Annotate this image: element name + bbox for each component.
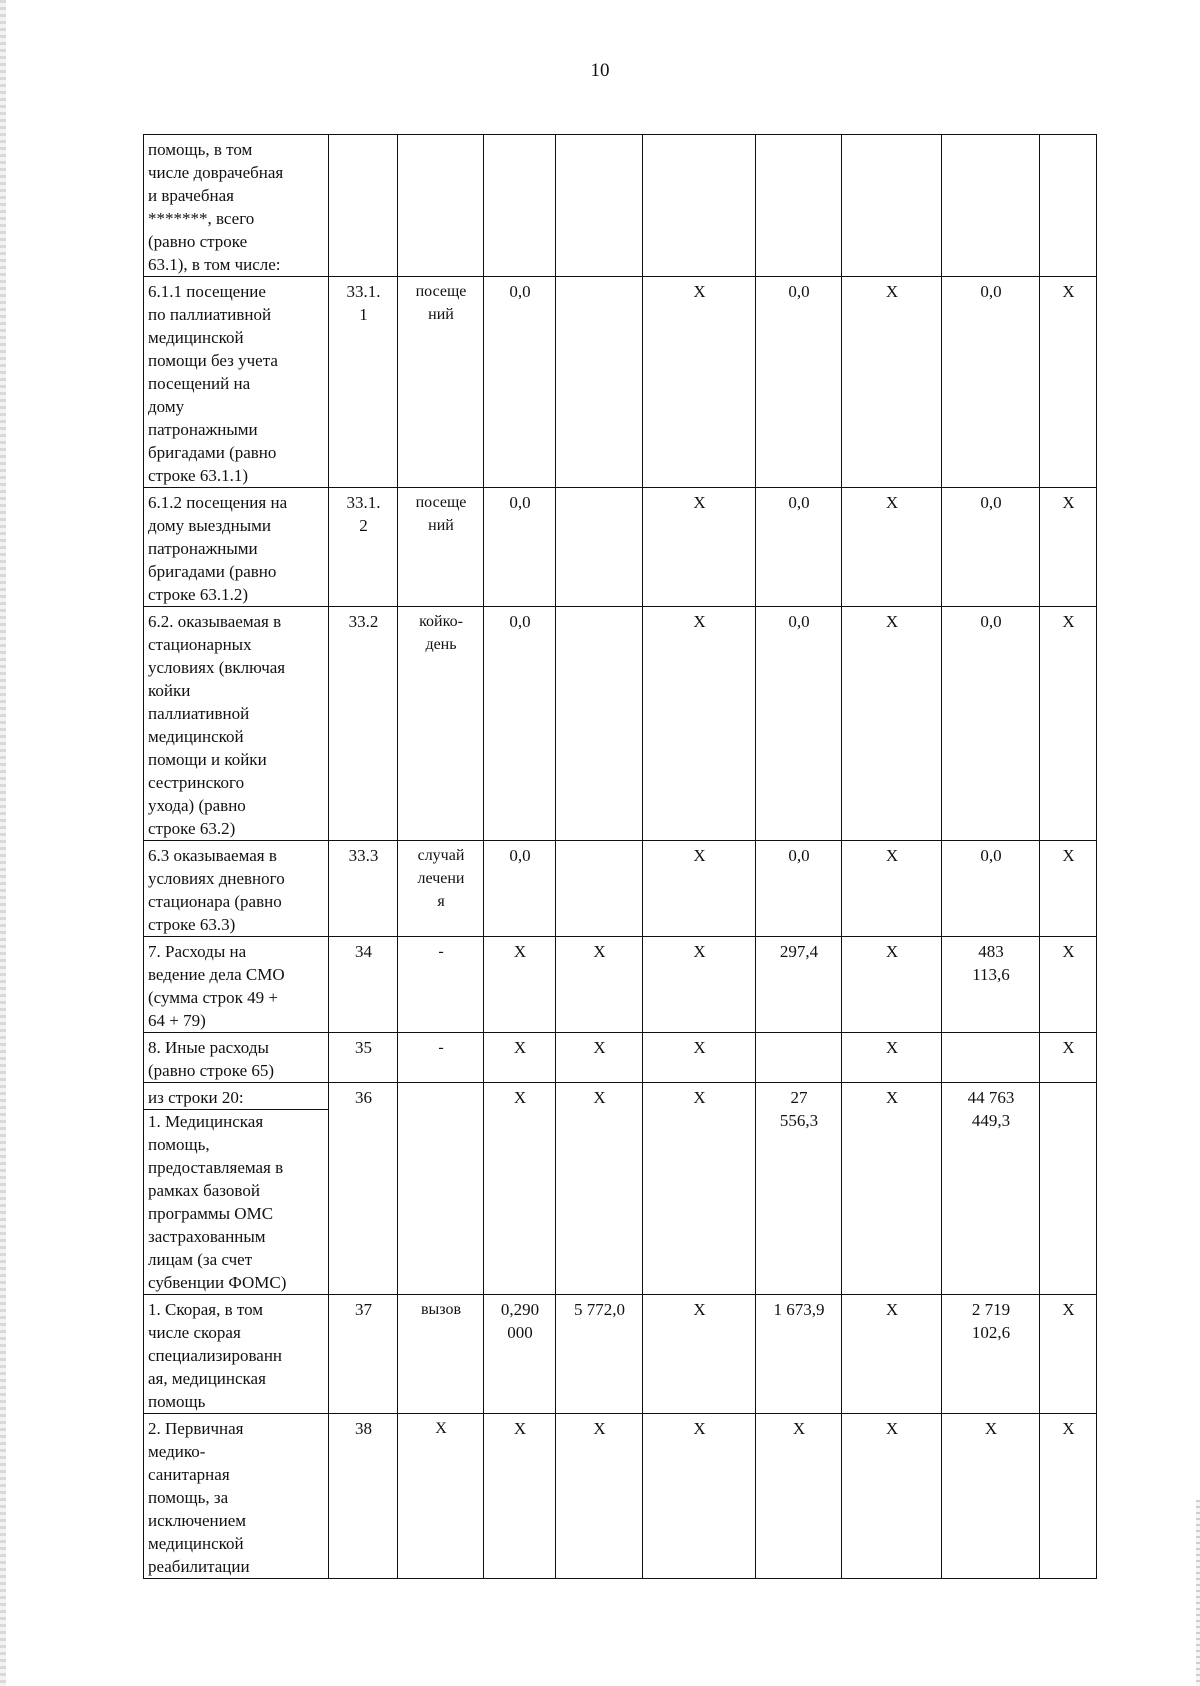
- cell-text: 33.2: [348, 612, 379, 631]
- cell-col-4: [484, 607, 556, 841]
- cell-unit: [398, 135, 484, 277]
- cell-col-7: [756, 841, 842, 937]
- cell-col-9: [942, 841, 1040, 937]
- cell-text: 44 763: [967, 1088, 1015, 1107]
- cell-col-7: [756, 488, 842, 607]
- cell-unit: [398, 1033, 484, 1083]
- cell-col-7: [756, 937, 842, 1033]
- cell-col-10: [1040, 937, 1097, 1033]
- cell-text: Х: [1062, 612, 1075, 631]
- cell-col-8: [842, 841, 942, 937]
- cell-text: случай: [417, 847, 465, 864]
- cell-col-4: [484, 277, 556, 488]
- cell-col-6: [643, 1033, 756, 1083]
- table-row: [144, 841, 1097, 937]
- cell-text: 449,3: [971, 1111, 1011, 1130]
- cell-col-6: [643, 1083, 756, 1295]
- table-row: [144, 607, 1097, 841]
- cell-text: 0,0: [980, 846, 1002, 865]
- description-line: 6.1.1 посещение: [148, 282, 266, 301]
- cell-text: посеще: [415, 494, 467, 511]
- cell-description: [144, 937, 329, 1033]
- cell-description: [144, 1414, 329, 1579]
- cell-description: [144, 135, 329, 277]
- cell-col-10: [1040, 488, 1097, 607]
- cell-text: ний: [428, 306, 454, 323]
- cell-col-7: [756, 1033, 842, 1083]
- description-line: койки: [148, 681, 191, 700]
- cell-text: 0,0: [980, 282, 1002, 301]
- cell-text: -: [438, 943, 444, 960]
- cell-description: [144, 607, 329, 841]
- description-line: 64 + 79): [148, 1011, 206, 1030]
- cell-text: Х: [885, 846, 899, 865]
- cell-text: Х: [885, 612, 899, 631]
- cell-col-6: [643, 1295, 756, 1414]
- cell-col-5: [556, 488, 643, 607]
- cell-col-6: [643, 607, 756, 841]
- cell-col-6: [643, 277, 756, 488]
- description-line: патронажными: [148, 539, 258, 558]
- cell-description: [144, 1295, 329, 1414]
- description-line: 63.1), в том числе:: [148, 255, 281, 274]
- cell-unit: [398, 277, 484, 488]
- table-row: [144, 135, 1097, 277]
- cell-col-9: [942, 1295, 1040, 1414]
- cell-col-9: [942, 937, 1040, 1033]
- cell-col-8: [842, 1295, 942, 1414]
- cell-text: Х: [1062, 1419, 1075, 1438]
- cell-col-8: [842, 937, 942, 1033]
- description-line: стационарных: [148, 635, 252, 654]
- cell-text: 33.1.: [346, 493, 381, 512]
- cell-line-code: [329, 277, 398, 488]
- description-line: исключением: [148, 1511, 247, 1530]
- cell-text: Х: [693, 942, 706, 961]
- cell-col-5: [556, 841, 643, 937]
- cell-text: Х: [593, 1038, 606, 1057]
- cell-text: Х: [593, 942, 606, 961]
- cell-text: Х: [792, 1419, 806, 1438]
- cell-col-4: [484, 1295, 556, 1414]
- cell-text: Х: [885, 942, 899, 961]
- cell-text: 34: [355, 942, 372, 961]
- cell-description-header: из строки 20:: [144, 1086, 328, 1110]
- cell-text: 0,0: [980, 612, 1002, 631]
- table-row: [144, 937, 1097, 1033]
- description-line: программы ОМС: [148, 1204, 274, 1223]
- cell-col-4: [484, 937, 556, 1033]
- description-line: застрахованным: [148, 1227, 266, 1246]
- cell-line-code: [329, 841, 398, 937]
- cell-col-5: [556, 1083, 643, 1295]
- cell-text: 36: [355, 1088, 372, 1107]
- cell-col-10: [1040, 1414, 1097, 1579]
- description-line: помощь: [148, 1392, 206, 1411]
- description-line: помощи без учета: [148, 351, 278, 370]
- cell-text: -: [438, 1039, 444, 1056]
- cell-text: 0,0: [509, 493, 531, 512]
- cell-text: 0,0: [980, 493, 1002, 512]
- cell-col-6: [643, 1414, 756, 1579]
- cell-col-10: [1040, 1295, 1097, 1414]
- cell-description: [144, 277, 329, 488]
- description-line: бригадами (равно: [148, 562, 277, 581]
- table-row: [144, 277, 1097, 488]
- cell-text: Х: [1062, 1300, 1075, 1319]
- cell-text: Х: [1062, 942, 1075, 961]
- cell-col-10: [1040, 841, 1097, 937]
- cell-text: Х: [593, 1088, 606, 1107]
- description-line: помощь,: [148, 1135, 210, 1154]
- description-line: 8. Иные расходы: [148, 1038, 269, 1057]
- cell-text: я: [437, 893, 445, 910]
- cell-text: лечени: [417, 870, 465, 887]
- description-line: (сумма строк 49 +: [148, 988, 278, 1007]
- cell-text: Х: [693, 1300, 706, 1319]
- cell-text: 5 772,0: [574, 1300, 625, 1319]
- description-line: строке 63.3): [148, 915, 236, 934]
- description-line: ведение дела СМО: [148, 965, 285, 984]
- cell-line-code: [329, 488, 398, 607]
- cell-col-7: [756, 607, 842, 841]
- cell-unit: [398, 1083, 484, 1295]
- cell-text: Х: [693, 1038, 706, 1057]
- cell-unit: [398, 607, 484, 841]
- cell-col-8: [842, 1033, 942, 1083]
- description-line: рамках базовой: [148, 1181, 260, 1200]
- cell-col-7: [756, 277, 842, 488]
- description-line: предоставляемая в: [148, 1158, 284, 1177]
- cell-text: 0,0: [788, 493, 810, 512]
- cell-text: 38: [355, 1419, 372, 1438]
- cell-col-7: [756, 1295, 842, 1414]
- cell-text: койко-: [419, 613, 463, 630]
- description-line: помощь, в том: [148, 140, 253, 159]
- description-line: медицинской: [148, 1534, 244, 1553]
- cell-text: Х: [1062, 1038, 1075, 1057]
- description-line: лицам (за счет: [148, 1250, 253, 1269]
- description-line: 6.3 оказываемая в: [148, 846, 277, 865]
- description-line: условиях дневного: [148, 869, 285, 888]
- cell-text: 2 719: [971, 1300, 1011, 1319]
- cell-text: 000: [507, 1323, 533, 1342]
- page-number: 10: [590, 60, 610, 81]
- description-line: паллиативной: [148, 704, 250, 723]
- description-line: помощь, за: [148, 1488, 229, 1507]
- cell-line-code: [329, 1083, 398, 1295]
- cell-text: Х: [885, 1088, 899, 1107]
- cell-col-9: [942, 1033, 1040, 1083]
- cell-col-10: [1040, 1083, 1097, 1295]
- cell-text: вызов: [420, 1301, 462, 1318]
- table-row: [144, 1033, 1097, 1083]
- cell-unit: [398, 1414, 484, 1579]
- cell-col-7: [756, 1083, 842, 1295]
- cell-col-10: [1040, 135, 1097, 277]
- cell-text: Х: [885, 282, 899, 301]
- description-line: условиях (включая: [148, 658, 286, 677]
- description-line: 2. Первичная: [148, 1419, 244, 1438]
- cell-col-4: [484, 1414, 556, 1579]
- cell-col-8: [842, 1414, 942, 1579]
- cell-text: Х: [513, 942, 527, 961]
- cell-text: Х: [1062, 493, 1075, 512]
- cell-text: Х: [1062, 282, 1075, 301]
- description-line: бригадами (равно: [148, 443, 277, 462]
- cell-text: 0,290: [500, 1300, 540, 1319]
- description-line: медицинской: [148, 727, 244, 746]
- cell-text: 0,0: [509, 846, 531, 865]
- cell-col-4: [484, 841, 556, 937]
- description-line: *******, всего: [148, 209, 255, 228]
- cell-text: Х: [435, 1420, 447, 1437]
- cell-col-8: [842, 135, 942, 277]
- cell-text: Х: [885, 1300, 899, 1319]
- description-line: дому выездными: [148, 516, 271, 535]
- table-row: [144, 1083, 1097, 1295]
- cell-text: Х: [693, 612, 706, 631]
- cell-text: 297,4: [779, 942, 819, 961]
- cell-text: 483: [978, 942, 1004, 961]
- cell-text: Х: [984, 1419, 998, 1438]
- description-line: и врачебная: [148, 186, 234, 205]
- cell-col-4: [484, 135, 556, 277]
- cell-col-8: [842, 488, 942, 607]
- cell-text: 0,0: [509, 612, 531, 631]
- cell-col-6: [643, 937, 756, 1033]
- cell-col-7: [756, 135, 842, 277]
- description-line: стационара (равно: [148, 892, 282, 911]
- cell-text: 33.1.: [346, 282, 381, 301]
- cell-col-9: [942, 1083, 1040, 1295]
- cell-col-9: [942, 1414, 1040, 1579]
- description-line: 6.2. оказываемая в: [148, 612, 282, 631]
- cell-col-4: [484, 488, 556, 607]
- cell-description: [144, 488, 329, 607]
- cell-col-4: [484, 1033, 556, 1083]
- description-line: строке 63.1.2): [148, 585, 248, 604]
- cell-col-10: [1040, 607, 1097, 841]
- cell-col-9: [942, 135, 1040, 277]
- cell-line-code: [329, 1033, 398, 1083]
- cell-text: Х: [513, 1419, 527, 1438]
- cell-col-5: [556, 1295, 643, 1414]
- cell-text: ний: [428, 517, 454, 534]
- cell-col-9: [942, 488, 1040, 607]
- cell-text: Х: [885, 1419, 899, 1438]
- description-line: (равно строке: [148, 232, 248, 251]
- scan-edge-left: [0, 0, 6, 1686]
- description-line: медико-: [148, 1442, 206, 1461]
- cell-col-8: [842, 607, 942, 841]
- cell-text: Х: [513, 1038, 527, 1057]
- description-line: субвенции ФОМС): [148, 1273, 287, 1292]
- description-line: санитарная: [148, 1465, 230, 1484]
- cell-col-5: [556, 277, 643, 488]
- description-line: сестринского: [148, 773, 245, 792]
- table-row: [144, 488, 1097, 607]
- cell-text: Х: [693, 1088, 706, 1107]
- description-line: (равно строке 65): [148, 1061, 275, 1080]
- cell-text: 27: [790, 1088, 808, 1107]
- cell-text: 556,3: [779, 1111, 819, 1130]
- cell-col-10: [1040, 277, 1097, 488]
- cell-col-8: [842, 277, 942, 488]
- cell-unit: [398, 841, 484, 937]
- cell-text: 0,0: [509, 282, 531, 301]
- cell-text: Х: [693, 1419, 706, 1438]
- cell-unit: [398, 937, 484, 1033]
- cell-description: [144, 1083, 329, 1295]
- description-line: посещений на: [148, 374, 251, 393]
- cell-col-5: [556, 135, 643, 277]
- cell-text: 0,0: [788, 612, 810, 631]
- cell-col-5: [556, 1414, 643, 1579]
- cell-text: Х: [693, 846, 706, 865]
- description-line: медицинской: [148, 328, 244, 347]
- cell-col-9: [942, 277, 1040, 488]
- description-line: строке 63.1.1): [148, 466, 248, 485]
- cell-line-code: [329, 135, 398, 277]
- cell-text: 113,6: [972, 965, 1010, 984]
- cell-col-7: [756, 1414, 842, 1579]
- cell-line-code: [329, 1295, 398, 1414]
- cell-col-6: [643, 488, 756, 607]
- cell-text: Х: [1062, 846, 1075, 865]
- cell-line-code: [329, 607, 398, 841]
- cell-text: 1 673,9: [773, 1300, 825, 1319]
- cell-text: 2: [359, 516, 368, 535]
- description-line: реабилитации: [148, 1557, 250, 1576]
- cell-col-5: [556, 1033, 643, 1083]
- cell-text: Х: [593, 1419, 606, 1438]
- cell-text: день: [425, 636, 457, 653]
- cell-col-6: [643, 841, 756, 937]
- description-line: строке 63.2): [148, 819, 236, 838]
- cell-text: 0,0: [788, 282, 810, 301]
- cell-text: Х: [513, 1088, 527, 1107]
- data-table: [143, 134, 1097, 1579]
- description-line: ухода) (равно: [148, 796, 246, 815]
- cell-col-4: [484, 1083, 556, 1295]
- cell-line-code: [329, 1414, 398, 1579]
- cell-unit: [398, 488, 484, 607]
- cell-col-10: [1040, 1033, 1097, 1083]
- description-line: числе скорая: [148, 1323, 241, 1342]
- cell-text: 33.3: [348, 846, 379, 865]
- cell-description: [144, 841, 329, 937]
- scan-edge-right: [1196, 1500, 1200, 1686]
- table-row: [144, 1295, 1097, 1414]
- description-line: дому: [148, 397, 185, 416]
- cell-text: Х: [885, 1038, 899, 1057]
- cell-col-8: [842, 1083, 942, 1295]
- cell-col-5: [556, 937, 643, 1033]
- cell-text: 102,6: [971, 1323, 1011, 1342]
- cell-text: 0,0: [788, 846, 810, 865]
- description-line: 1. Скорая, в том: [148, 1300, 264, 1319]
- cell-text: 1: [359, 305, 368, 324]
- description-line: по паллиативной: [148, 305, 272, 324]
- cell-text: Х: [693, 282, 706, 301]
- cell-col-5: [556, 607, 643, 841]
- cell-text: Х: [693, 493, 706, 512]
- table-body: [144, 135, 1097, 1579]
- description-line: 1. Медицинская: [148, 1112, 264, 1131]
- description-line: ая, медицинская: [148, 1369, 266, 1388]
- cell-text: 35: [355, 1038, 372, 1057]
- description-line: 7. Расходы на: [148, 942, 247, 961]
- description-line: числе доврачебная: [148, 163, 284, 182]
- cell-text: 37: [355, 1300, 372, 1319]
- description-line: помощи и койки: [148, 750, 267, 769]
- description-line: специализированн: [148, 1346, 283, 1365]
- table-row: [144, 1414, 1097, 1579]
- cell-col-9: [942, 607, 1040, 841]
- cell-unit: [398, 1295, 484, 1414]
- cell-description: [144, 1033, 329, 1083]
- description-line: патронажными: [148, 420, 258, 439]
- cell-line-code: [329, 937, 398, 1033]
- description-line: 6.1.2 посещения на: [148, 493, 288, 512]
- cell-text: посеще: [415, 283, 467, 300]
- cell-text: Х: [885, 493, 899, 512]
- cell-col-6: [643, 135, 756, 277]
